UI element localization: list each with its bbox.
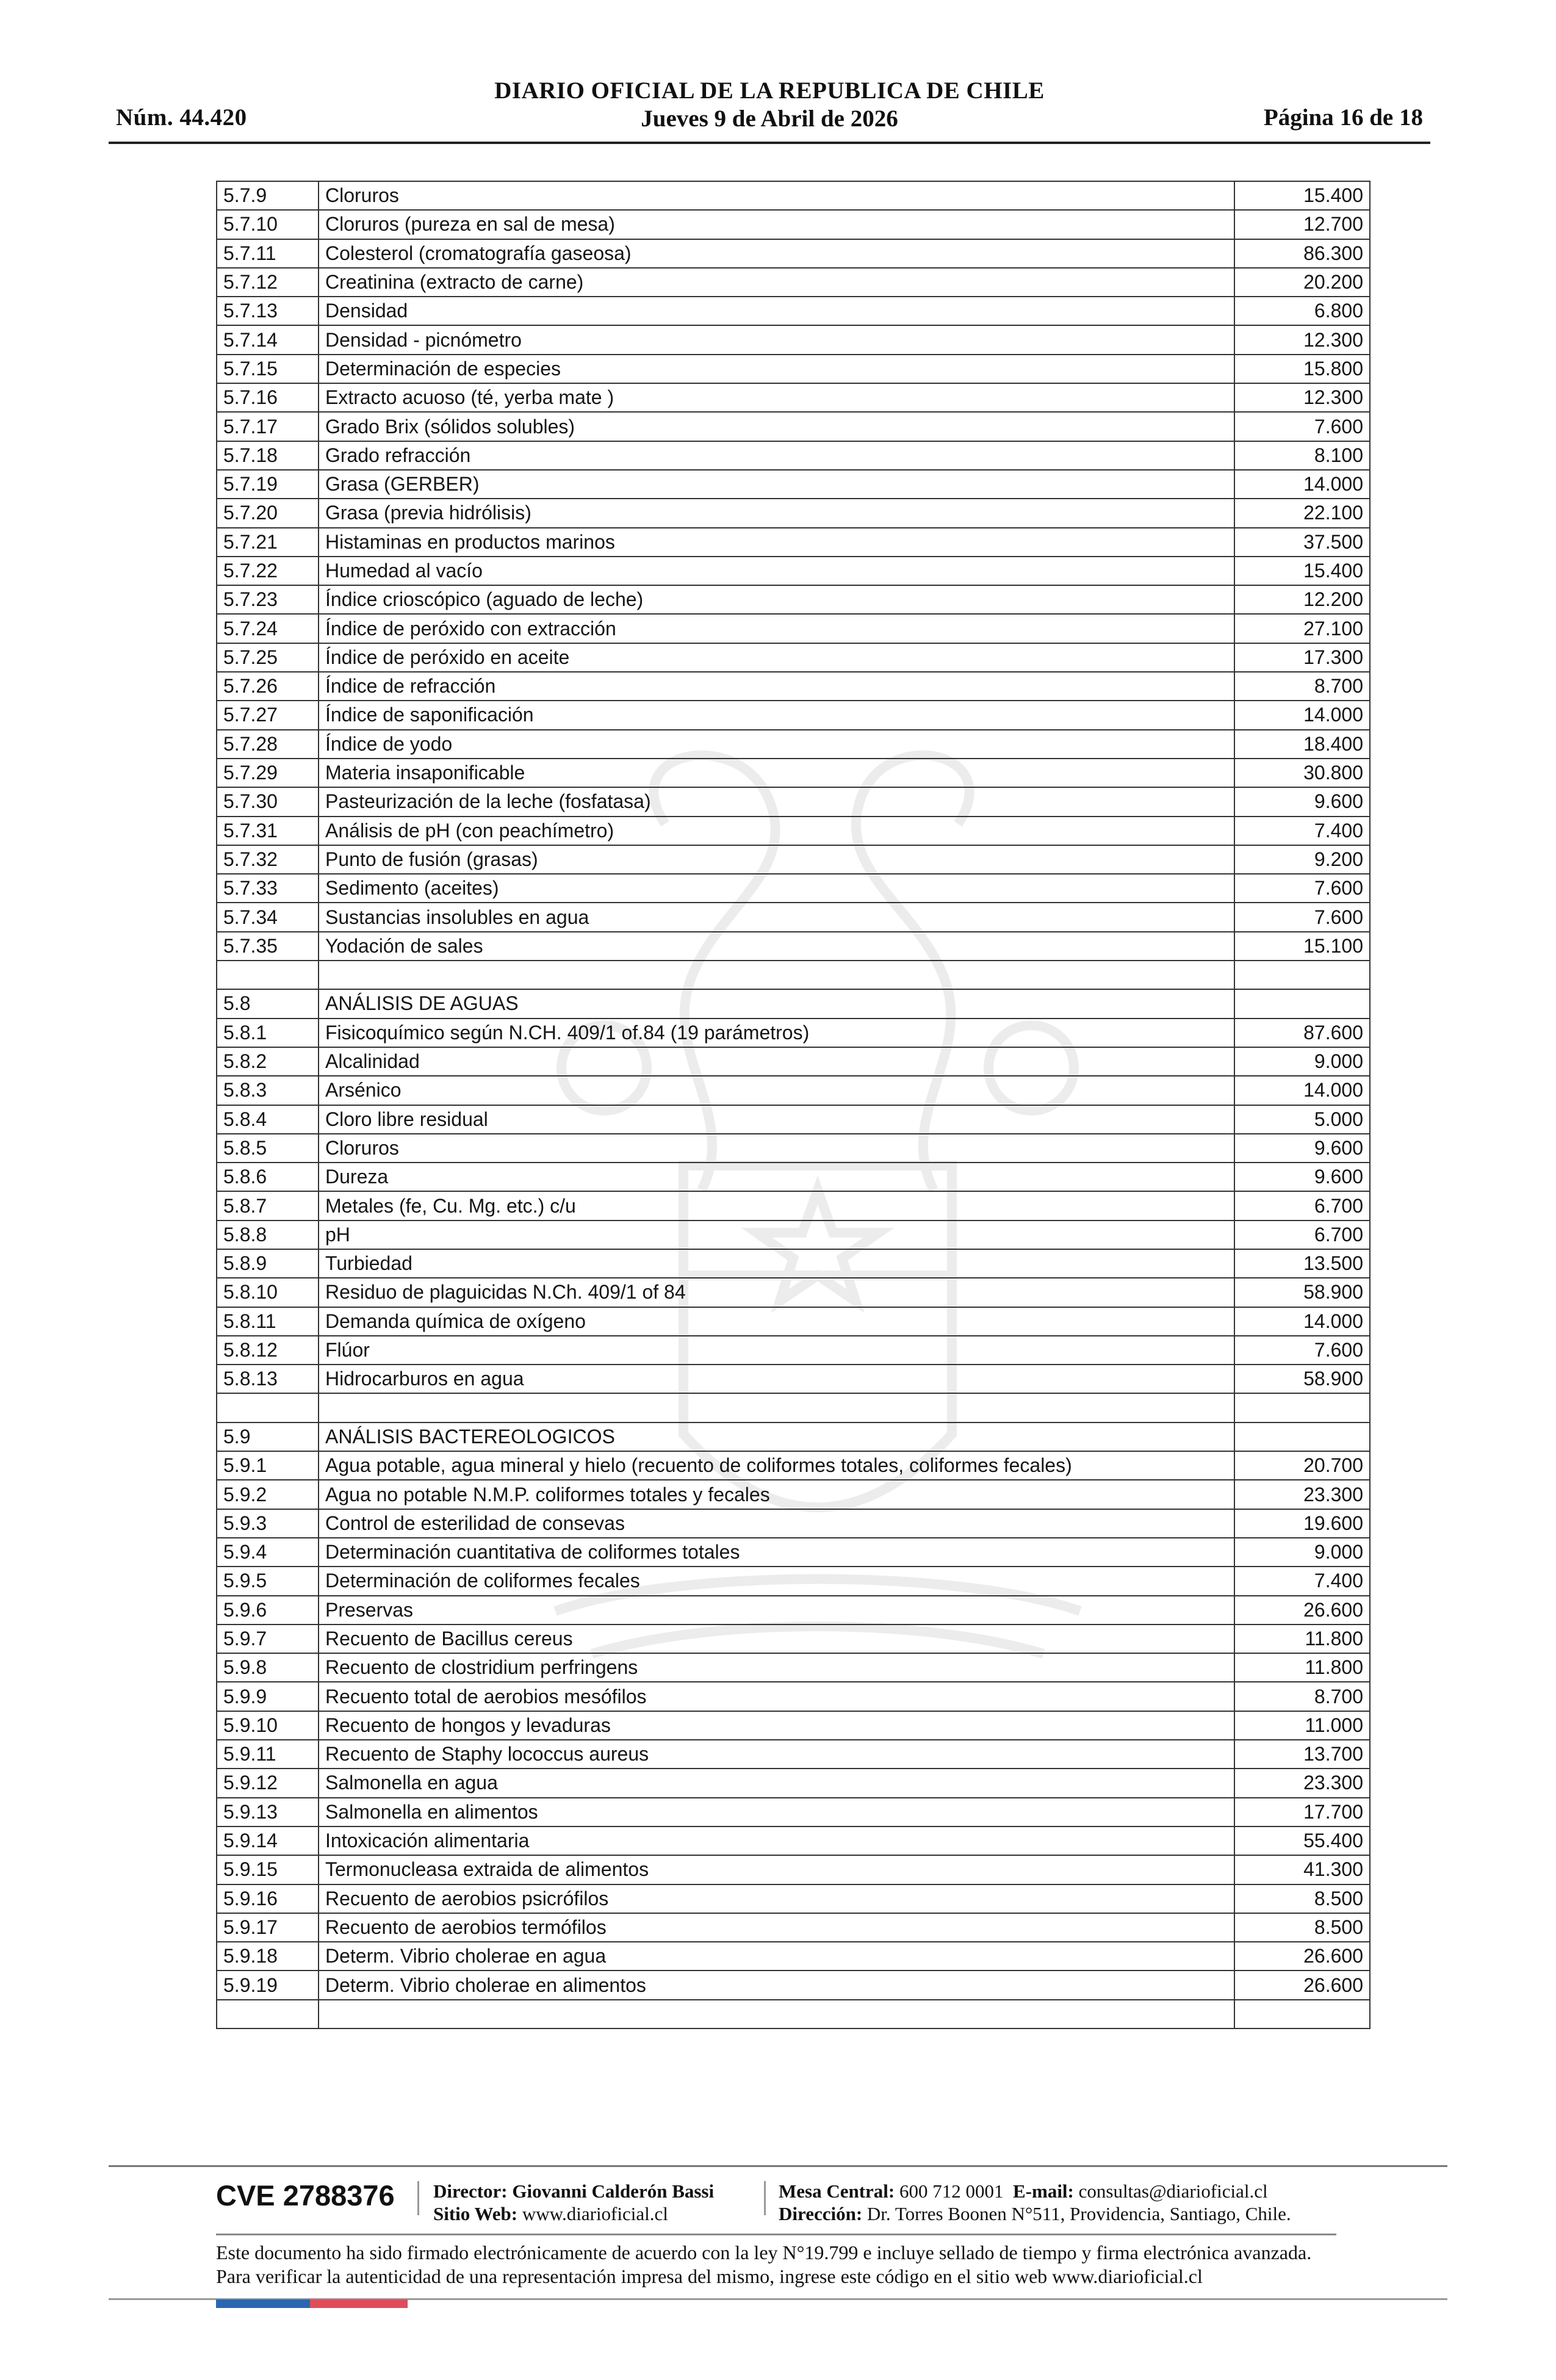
row-code: 5.8.11 bbox=[217, 1307, 319, 1336]
row-code: 5.7.16 bbox=[217, 383, 319, 412]
flag-red-segment bbox=[310, 2299, 408, 2308]
row-price: 9.000 bbox=[1234, 1538, 1370, 1567]
row-description: Grasa (previa hidrólisis) bbox=[319, 499, 1234, 527]
address-label: Dirección: bbox=[779, 2203, 863, 2224]
row-code: 5.8.3 bbox=[217, 1076, 319, 1105]
row-price: 7.600 bbox=[1234, 874, 1370, 903]
row-code: 5.8 bbox=[217, 989, 319, 1018]
row-price: 15.800 bbox=[1234, 355, 1370, 383]
row-code: 5.9.4 bbox=[217, 1538, 319, 1567]
row-description: Cloruros bbox=[319, 1134, 1234, 1163]
row-description: Salmonella en alimentos bbox=[319, 1798, 1234, 1826]
row-price: 86.300 bbox=[1234, 239, 1370, 268]
table-row bbox=[217, 1798, 1370, 1826]
row-price: 22.100 bbox=[1234, 499, 1370, 527]
page-number: Página 16 de 18 bbox=[1263, 104, 1423, 131]
row-price: 9.000 bbox=[1234, 1047, 1370, 1076]
row-code: 5.9.5 bbox=[217, 1567, 319, 1595]
email-label: E-mail: bbox=[1013, 2180, 1074, 2202]
row-price: 6.700 bbox=[1234, 1191, 1370, 1220]
row-price: 12.300 bbox=[1234, 383, 1370, 412]
table-row bbox=[217, 1769, 1370, 1797]
table-row bbox=[217, 1509, 1370, 1538]
table-row bbox=[217, 557, 1370, 585]
row-code: 5.9.3 bbox=[217, 1509, 319, 1538]
row-price: 14.000 bbox=[1234, 701, 1370, 729]
row-description: Alcalinidad bbox=[319, 1047, 1234, 1076]
row-description: Fisicoquímico según N.CH. 409/1 of.84 (19 parámetros) bbox=[319, 1019, 1234, 1047]
row-price bbox=[1234, 989, 1370, 1018]
footer-divider bbox=[216, 2234, 1336, 2235]
row-code: 5.9.8 bbox=[217, 1653, 319, 1682]
row-code: 5.8.6 bbox=[217, 1163, 319, 1191]
row-code: 5.9.11 bbox=[217, 1740, 319, 1769]
row-code: 5.7.26 bbox=[217, 672, 319, 701]
table-row bbox=[217, 1884, 1370, 1913]
row-price: 37.500 bbox=[1234, 528, 1370, 557]
row-description: ANÁLISIS DE AGUAS bbox=[319, 989, 1234, 1018]
row-price: 55.400 bbox=[1234, 1826, 1370, 1855]
table-row bbox=[217, 210, 1370, 239]
table-row bbox=[217, 1019, 1370, 1047]
row-price: 12.700 bbox=[1234, 210, 1370, 239]
row-description: Turbiedad bbox=[319, 1249, 1234, 1278]
row-price: 8.100 bbox=[1234, 441, 1370, 470]
row-description: Extracto acuoso (té, yerba mate ) bbox=[319, 383, 1234, 412]
table-row bbox=[217, 759, 1370, 787]
row-code: 5.7.27 bbox=[217, 701, 319, 729]
table-row bbox=[217, 181, 1370, 210]
website-label: Sitio Web: bbox=[433, 2203, 518, 2224]
row-price: 15.100 bbox=[1234, 932, 1370, 961]
table-row bbox=[217, 470, 1370, 499]
footer-separator bbox=[417, 2181, 419, 2215]
row-price: 19.600 bbox=[1234, 1509, 1370, 1538]
row-code: 5.7.32 bbox=[217, 845, 319, 874]
table-row bbox=[217, 874, 1370, 903]
row-code bbox=[217, 961, 319, 989]
row-code: 5.9.19 bbox=[217, 1971, 319, 1999]
row-code: 5.7.21 bbox=[217, 528, 319, 557]
issue-date: Jueves 9 de Abril de 2026 bbox=[641, 106, 898, 132]
row-code: 5.9.16 bbox=[217, 1884, 319, 1913]
row-description: Recuento de Staphy lococcus aureus bbox=[319, 1740, 1234, 1769]
row-price: 23.300 bbox=[1234, 1480, 1370, 1509]
row-code: 5.8.10 bbox=[217, 1278, 319, 1307]
row-code: 5.8.4 bbox=[217, 1105, 319, 1134]
table-row bbox=[217, 268, 1370, 297]
cve-code: CVE 2788376 bbox=[216, 2179, 395, 2212]
row-description: Cloro libre residual bbox=[319, 1105, 1234, 1134]
row-code: 5.7.11 bbox=[217, 239, 319, 268]
table-row bbox=[217, 1393, 1370, 1422]
row-price: 58.900 bbox=[1234, 1278, 1370, 1307]
row-price: 17.300 bbox=[1234, 643, 1370, 672]
table-row bbox=[217, 1942, 1370, 1971]
row-price: 8.700 bbox=[1234, 672, 1370, 701]
row-code: 5.7.15 bbox=[217, 355, 319, 383]
row-price bbox=[1234, 1393, 1370, 1422]
table-row bbox=[217, 701, 1370, 729]
row-code: 5.7.23 bbox=[217, 585, 319, 614]
row-description: Recuento total de aerobios mesófilos bbox=[319, 1682, 1234, 1711]
row-code: 5.7.14 bbox=[217, 325, 319, 354]
row-price: 9.600 bbox=[1234, 1163, 1370, 1191]
row-price: 7.400 bbox=[1234, 1567, 1370, 1595]
table-row bbox=[217, 1538, 1370, 1567]
row-description: Hidrocarburos en agua bbox=[319, 1365, 1234, 1393]
row-description: Análisis de pH (con peachímetro) bbox=[319, 817, 1234, 845]
mesa-phone: 600 712 0001 bbox=[899, 2180, 1004, 2202]
row-description: Grado refracción bbox=[319, 441, 1234, 470]
row-price: 30.800 bbox=[1234, 759, 1370, 787]
row-price: 14.000 bbox=[1234, 1076, 1370, 1105]
row-code: 5.7.12 bbox=[217, 268, 319, 297]
table-row bbox=[217, 845, 1370, 874]
row-code: 5.9.12 bbox=[217, 1769, 319, 1797]
row-code: 5.7.34 bbox=[217, 903, 319, 931]
row-code: 5.8.1 bbox=[217, 1019, 319, 1047]
row-price: 9.600 bbox=[1234, 787, 1370, 816]
row-description: Salmonella en agua bbox=[319, 1769, 1234, 1797]
row-code: 5.9.17 bbox=[217, 1913, 319, 1942]
table-row bbox=[217, 528, 1370, 557]
row-price: 7.400 bbox=[1234, 817, 1370, 845]
director-label: Director: bbox=[433, 2180, 508, 2202]
row-price: 14.000 bbox=[1234, 1307, 1370, 1336]
row-code: 5.9.9 bbox=[217, 1682, 319, 1711]
row-description: Densidad - picnómetro bbox=[319, 325, 1234, 354]
row-price: 58.900 bbox=[1234, 1365, 1370, 1393]
row-price: 13.500 bbox=[1234, 1249, 1370, 1278]
table-row bbox=[217, 1971, 1370, 1999]
table-row bbox=[217, 499, 1370, 527]
row-price: 8.500 bbox=[1234, 1913, 1370, 1942]
row-code: 5.7.24 bbox=[217, 614, 319, 643]
row-description: Sedimento (aceites) bbox=[319, 874, 1234, 903]
table-row bbox=[217, 1307, 1370, 1336]
row-description: Recuento de Bacillus cereus bbox=[319, 1625, 1234, 1653]
table-row bbox=[217, 1567, 1370, 1595]
row-description: Determinación de coliformes fecales bbox=[319, 1567, 1234, 1595]
table-row bbox=[217, 441, 1370, 470]
table-row bbox=[217, 1076, 1370, 1105]
row-description: Dureza bbox=[319, 1163, 1234, 1191]
page-footer bbox=[109, 2165, 1447, 2312]
row-description: Índice crioscópico (aguado de leche) bbox=[319, 585, 1234, 614]
director-name: Giovanni Calderón Bassi bbox=[512, 2180, 715, 2202]
row-code: 5.8.9 bbox=[217, 1249, 319, 1278]
director-block bbox=[433, 2180, 714, 2225]
table-row bbox=[217, 1682, 1370, 1711]
row-description: Índice de saponificación bbox=[319, 701, 1234, 729]
row-price: 9.600 bbox=[1234, 1134, 1370, 1163]
row-description: Recuento de hongos y levaduras bbox=[319, 1711, 1234, 1740]
table-row bbox=[217, 1480, 1370, 1509]
row-price: 20.200 bbox=[1234, 268, 1370, 297]
table-row bbox=[217, 239, 1370, 268]
row-description: Recuento de aerobios termófilos bbox=[319, 1913, 1234, 1942]
row-code: 5.9.2 bbox=[217, 1480, 319, 1509]
table-row bbox=[217, 412, 1370, 441]
row-code: 5.9 bbox=[217, 1423, 319, 1451]
table-row bbox=[217, 1653, 1370, 1682]
table-row bbox=[217, 672, 1370, 701]
table-row bbox=[217, 1913, 1370, 1942]
row-code: 5.7.9 bbox=[217, 181, 319, 210]
row-description: Agua no potable N.M.P. coliformes totales y fecales bbox=[319, 1480, 1234, 1509]
row-description: Residuo de plaguicidas N.Ch. 409/1 of 84 bbox=[319, 1278, 1234, 1307]
table-row bbox=[217, 325, 1370, 354]
row-description: Histaminas en productos marinos bbox=[319, 528, 1234, 557]
row-price: 41.300 bbox=[1234, 1855, 1370, 1884]
row-code: 5.9.10 bbox=[217, 1711, 319, 1740]
row-price: 23.300 bbox=[1234, 1769, 1370, 1797]
row-description: ANÁLISIS BACTEREOLOGICOS bbox=[319, 1423, 1234, 1451]
row-price: 11.800 bbox=[1234, 1653, 1370, 1682]
row-description: Agua potable, agua mineral y hielo (recuento de coliformes totales, coliformes fecales) bbox=[319, 1451, 1234, 1480]
row-code: 5.7.33 bbox=[217, 874, 319, 903]
row-description: Determ. Vibrio cholerae en alimentos bbox=[319, 1971, 1234, 1999]
row-price bbox=[1234, 1423, 1370, 1451]
row-price bbox=[1234, 2000, 1370, 2028]
gazette-title: DIARIO OFICIAL DE LA REPUBLICA DE CHILE bbox=[494, 78, 1045, 104]
row-price: 15.400 bbox=[1234, 557, 1370, 585]
row-code: 5.9.13 bbox=[217, 1798, 319, 1826]
table-row bbox=[217, 355, 1370, 383]
row-price: 9.200 bbox=[1234, 845, 1370, 874]
footer-top-rule bbox=[109, 2165, 1447, 2167]
row-price: 26.600 bbox=[1234, 1596, 1370, 1625]
table-row bbox=[217, 1105, 1370, 1134]
row-code: 5.9.14 bbox=[217, 1826, 319, 1855]
row-price: 87.600 bbox=[1234, 1019, 1370, 1047]
row-code: 5.8.2 bbox=[217, 1047, 319, 1076]
address: Dr. Torres Boonen N°511, Providencia, Santiago, Chile. bbox=[866, 2203, 1291, 2224]
row-price: 15.400 bbox=[1234, 181, 1370, 210]
table-row bbox=[217, 903, 1370, 931]
row-description: Recuento de clostridium perfringens bbox=[319, 1653, 1234, 1682]
row-price: 26.600 bbox=[1234, 1971, 1370, 1999]
row-code: 5.7.30 bbox=[217, 787, 319, 816]
row-code: 5.9.6 bbox=[217, 1596, 319, 1625]
row-code: 5.8.13 bbox=[217, 1365, 319, 1393]
table-row bbox=[217, 1451, 1370, 1480]
row-description: Flúor bbox=[319, 1336, 1234, 1365]
row-price bbox=[1234, 961, 1370, 989]
row-price: 26.600 bbox=[1234, 1942, 1370, 1971]
row-code: 5.9.15 bbox=[217, 1855, 319, 1884]
row-price: 7.600 bbox=[1234, 1336, 1370, 1365]
row-code: 5.7.25 bbox=[217, 643, 319, 672]
row-description: Índice de yodo bbox=[319, 730, 1234, 759]
row-description: Recuento de aerobios psicrófilos bbox=[319, 1884, 1234, 1913]
table-row bbox=[217, 1221, 1370, 1249]
row-code: 5.7.22 bbox=[217, 557, 319, 585]
table-row bbox=[217, 1249, 1370, 1278]
issue-number: Núm. 44.420 bbox=[116, 104, 247, 131]
row-price: 8.500 bbox=[1234, 1884, 1370, 1913]
row-price: 6.800 bbox=[1234, 297, 1370, 325]
row-description: Determ. Vibrio cholerae en agua bbox=[319, 1942, 1234, 1971]
table-row bbox=[217, 383, 1370, 412]
row-description: Colesterol (cromatografía gaseosa) bbox=[319, 239, 1234, 268]
flag-blue-segment bbox=[216, 2299, 310, 2308]
row-description: Punto de fusión (grasas) bbox=[319, 845, 1234, 874]
table-row bbox=[217, 1711, 1370, 1740]
row-description bbox=[319, 2000, 1234, 2028]
row-code: 5.7.19 bbox=[217, 470, 319, 499]
row-price: 12.200 bbox=[1234, 585, 1370, 614]
row-code: 5.8.8 bbox=[217, 1221, 319, 1249]
row-description: Densidad bbox=[319, 297, 1234, 325]
row-description: Demanda química de oxígeno bbox=[319, 1307, 1234, 1336]
row-description: pH bbox=[319, 1221, 1234, 1249]
row-price: 20.700 bbox=[1234, 1451, 1370, 1480]
table-row bbox=[217, 1047, 1370, 1076]
row-description: Intoxicación alimentaria bbox=[319, 1826, 1234, 1855]
row-code: 5.8.7 bbox=[217, 1191, 319, 1220]
table-row bbox=[217, 1191, 1370, 1220]
row-description bbox=[319, 961, 1234, 989]
table-row bbox=[217, 730, 1370, 759]
page-header bbox=[109, 76, 1430, 144]
footer-separator bbox=[764, 2181, 766, 2215]
table-row bbox=[217, 1625, 1370, 1653]
row-description: Determinación cuantitativa de coliformes totales bbox=[319, 1538, 1234, 1567]
website-link[interactable]: www.diarioficial.cl bbox=[522, 2203, 668, 2224]
row-price: 6.700 bbox=[1234, 1221, 1370, 1249]
flag-color-bar bbox=[216, 2299, 408, 2308]
email-link[interactable]: consultas@diarioficial.cl bbox=[1078, 2180, 1268, 2202]
row-description: Humedad al vacío bbox=[319, 557, 1234, 585]
table-row bbox=[217, 585, 1370, 614]
row-description: Sustancias insolubles en agua bbox=[319, 903, 1234, 931]
row-description: Arsénico bbox=[319, 1076, 1234, 1105]
table-row bbox=[217, 2000, 1370, 2028]
mesa-label: Mesa Central: bbox=[779, 2180, 895, 2202]
row-code: 5.7.20 bbox=[217, 499, 319, 527]
table-row bbox=[217, 1134, 1370, 1163]
row-description: Cloruros bbox=[319, 181, 1234, 210]
row-description: Índice de peróxido en aceite bbox=[319, 643, 1234, 672]
row-description: Índice de peróxido con extracción bbox=[319, 614, 1234, 643]
row-price: 18.400 bbox=[1234, 730, 1370, 759]
table-row bbox=[217, 614, 1370, 643]
row-price: 8.700 bbox=[1234, 1682, 1370, 1711]
table-row bbox=[217, 1826, 1370, 1855]
table-row bbox=[217, 1365, 1370, 1393]
row-code: 5.7.10 bbox=[217, 210, 319, 239]
header-center bbox=[109, 77, 1430, 133]
price-table bbox=[216, 181, 1371, 2029]
table-row bbox=[217, 643, 1370, 672]
table-row bbox=[217, 297, 1370, 325]
row-code: 5.7.35 bbox=[217, 932, 319, 961]
table-row bbox=[217, 1855, 1370, 1884]
table-row bbox=[217, 1740, 1370, 1769]
row-description: Metales (fe, Cu. Mg. etc.) c/u bbox=[319, 1191, 1234, 1220]
row-description: Yodación de sales bbox=[319, 932, 1234, 961]
row-description: Termonucleasa extraida de alimentos bbox=[319, 1855, 1234, 1884]
row-description: Grado Brix (sólidos solubles) bbox=[319, 412, 1234, 441]
table-row bbox=[217, 1163, 1370, 1191]
row-description bbox=[319, 1393, 1234, 1422]
row-code: 5.8.5 bbox=[217, 1134, 319, 1163]
table-row bbox=[217, 961, 1370, 989]
row-description: Preservas bbox=[319, 1596, 1234, 1625]
row-code: 5.8.12 bbox=[217, 1336, 319, 1365]
row-code bbox=[217, 2000, 319, 2028]
row-code: 5.7.29 bbox=[217, 759, 319, 787]
row-price: 12.300 bbox=[1234, 325, 1370, 354]
table-row bbox=[217, 1336, 1370, 1365]
row-code: 5.7.13 bbox=[217, 297, 319, 325]
row-description: Índice de refracción bbox=[319, 672, 1234, 701]
row-price: 7.600 bbox=[1234, 412, 1370, 441]
row-code: 5.7.31 bbox=[217, 817, 319, 845]
row-price: 17.700 bbox=[1234, 1798, 1370, 1826]
row-price: 5.000 bbox=[1234, 1105, 1370, 1134]
row-code: 5.7.28 bbox=[217, 730, 319, 759]
row-code: 5.9.1 bbox=[217, 1451, 319, 1480]
row-description: Pasteurización de la leche (fosfatasa) bbox=[319, 787, 1234, 816]
row-code: 5.7.17 bbox=[217, 412, 319, 441]
table-row bbox=[217, 932, 1370, 961]
row-code: 5.9.18 bbox=[217, 1942, 319, 1971]
row-price: 7.600 bbox=[1234, 903, 1370, 931]
row-code: 5.9.7 bbox=[217, 1625, 319, 1653]
row-price: 14.000 bbox=[1234, 470, 1370, 499]
row-description: Control de esterilidad de consevas bbox=[319, 1509, 1234, 1538]
table-row bbox=[217, 1278, 1370, 1307]
table-row bbox=[217, 787, 1370, 816]
row-description: Grasa (GERBER) bbox=[319, 470, 1234, 499]
contact-block bbox=[779, 2180, 1291, 2225]
row-price: 11.000 bbox=[1234, 1711, 1370, 1740]
row-price: 11.800 bbox=[1234, 1625, 1370, 1653]
row-description: Determinación de especies bbox=[319, 355, 1234, 383]
row-price: 13.700 bbox=[1234, 1740, 1370, 1769]
row-code: 5.7.18 bbox=[217, 441, 319, 470]
row-price: 27.100 bbox=[1234, 614, 1370, 643]
legal-notice: Este documento ha sido firmado electrónicamente de acuerdo con la ley N°19.799 e incluye sellado de tiempo y firma electrónica avanzada. Para verificar la autenticidad de una representación impresa del mismo, ingrese este código en el sitio web www.diarioficial.cl bbox=[216, 2241, 1312, 2287]
row-description: Materia insaponificable bbox=[319, 759, 1234, 787]
row-description: Creatinina (extracto de carne) bbox=[319, 268, 1234, 297]
table-row bbox=[217, 989, 1370, 1018]
row-code bbox=[217, 1393, 319, 1422]
table-row bbox=[217, 817, 1370, 845]
row-description: Cloruros (pureza en sal de mesa) bbox=[319, 210, 1234, 239]
table-row bbox=[217, 1423, 1370, 1451]
table-row bbox=[217, 1596, 1370, 1625]
